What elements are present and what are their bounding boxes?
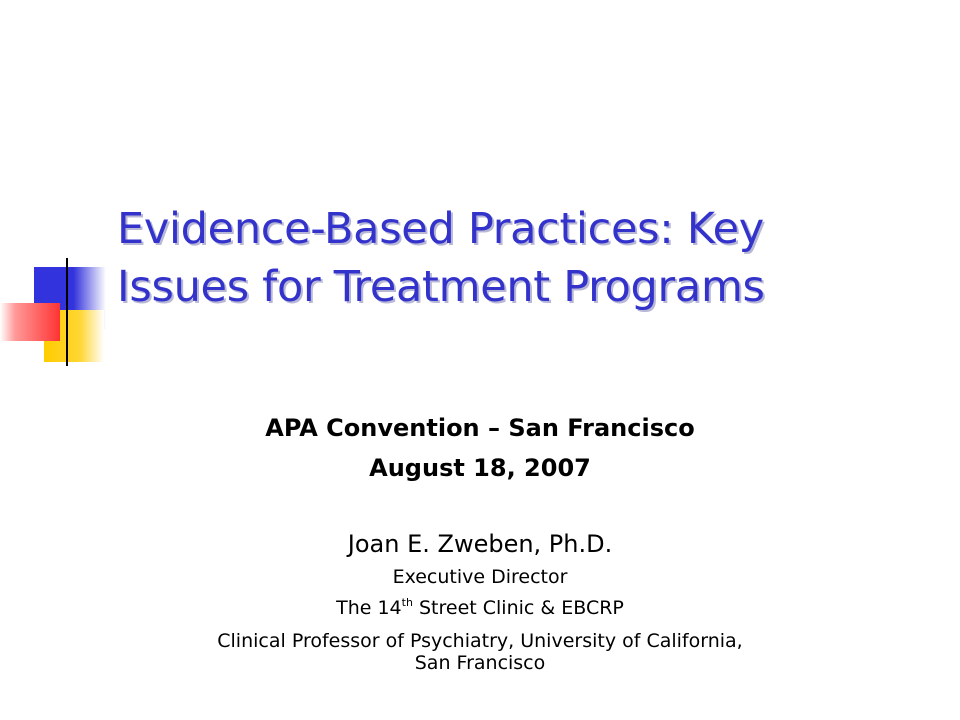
presenter-name: Joan E. Zweben, Ph.D. [347,530,613,558]
slide-title [117,200,917,316]
presenter-clinic [0,597,960,619]
clinic-ordinal: th [401,596,413,609]
presenter-role: Executive Director [392,566,568,588]
yellow-square-shape [44,310,104,362]
title-line-1: Evidence-Based Practices: Key [117,204,764,254]
clinic-prefix: The 14 [336,597,402,619]
blue-square-shape [34,267,106,329]
clinic-suffix: Street Clinic & EBCRP [412,597,624,619]
title-line-2: Issues for Treatment Programs [117,262,765,312]
presenter-affiliation-line-1: Clinical Professor of Psychiatry, University of California, [217,630,743,652]
event-date: August 18, 2007 [369,454,591,482]
event-name: APA Convention – San Francisco [265,414,695,442]
presenter-affiliation-line-2: San Francisco [414,652,546,674]
red-square-shape [0,303,60,341]
